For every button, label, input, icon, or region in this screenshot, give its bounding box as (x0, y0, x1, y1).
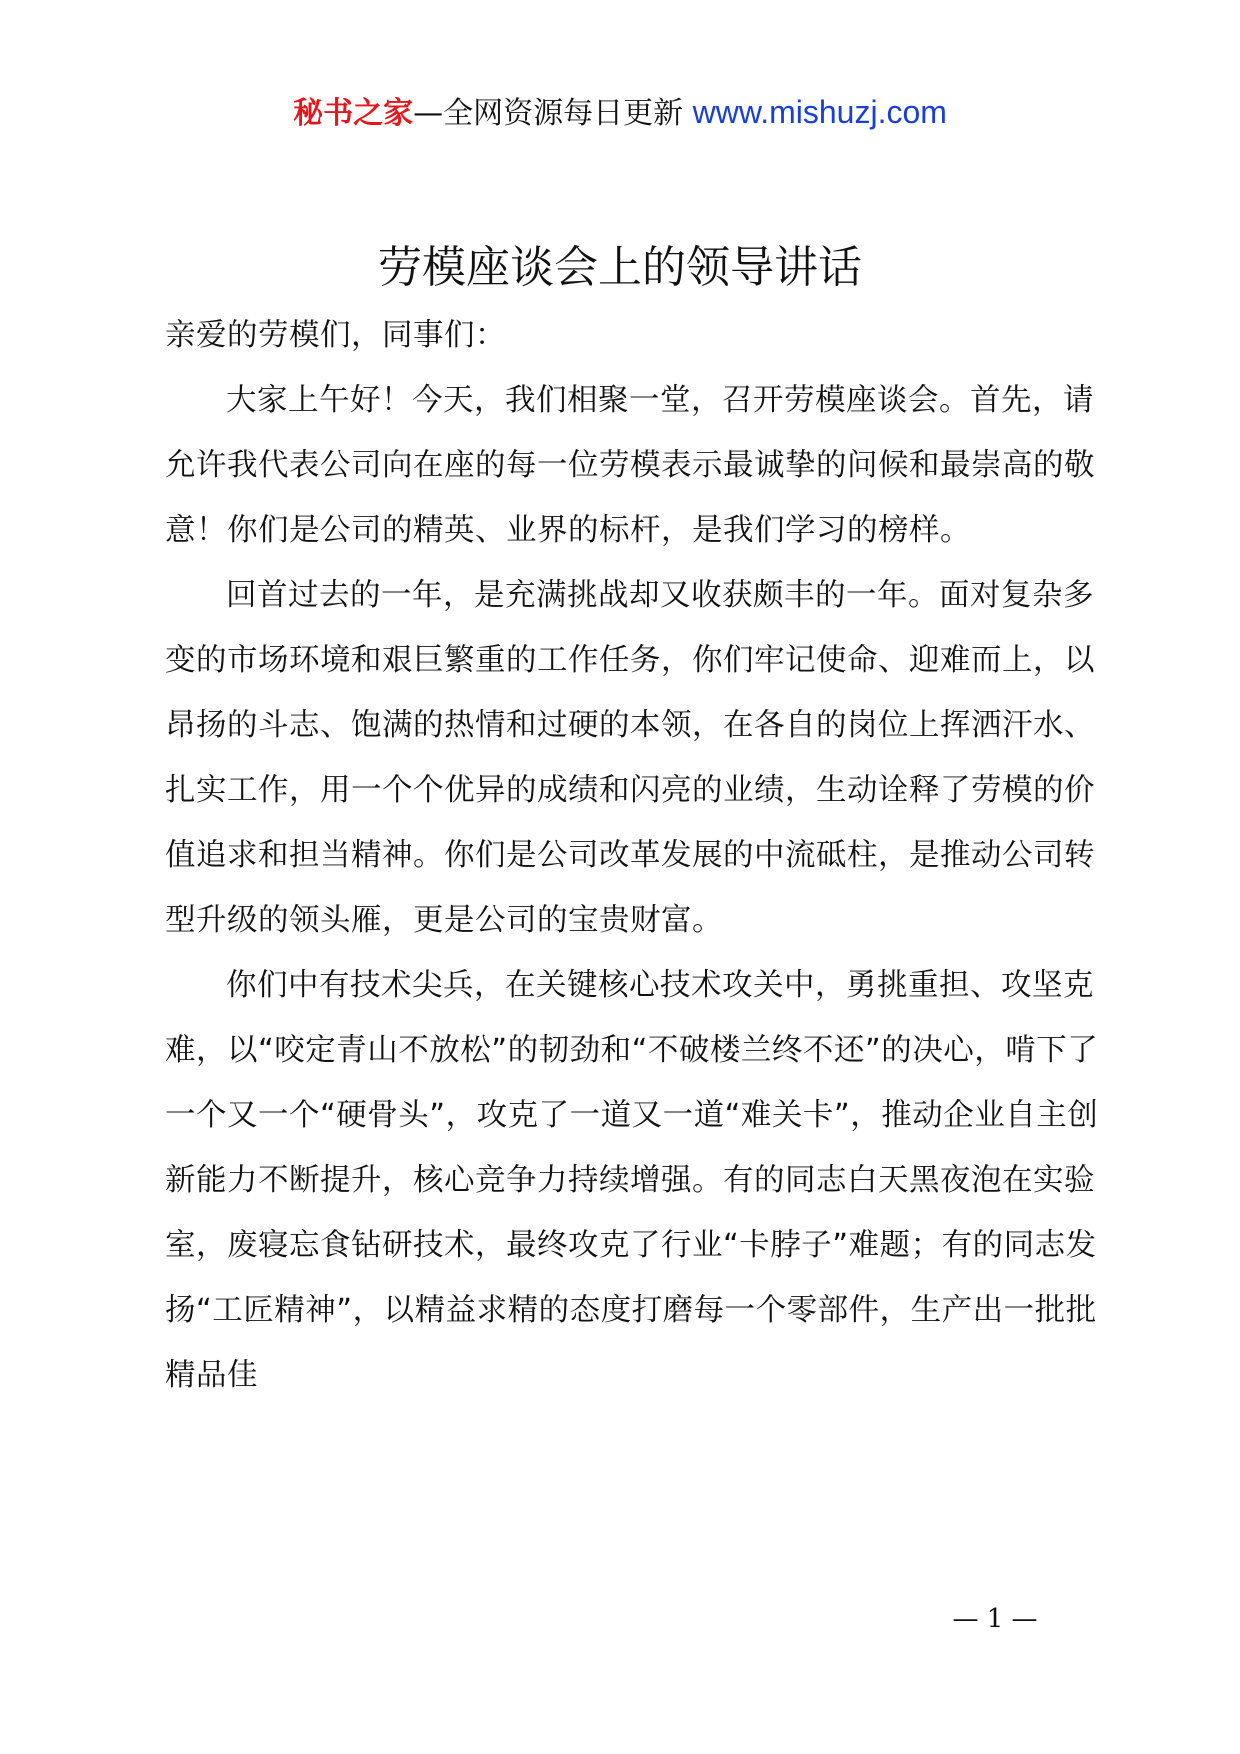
page-number: — 1 — (952, 1604, 1038, 1634)
paragraph: 回首过去的一年，是充满挑战却又收获颇丰的一年。面对复杂多变的市场环境和艰巨繁重的工作任务，你们牢记使命、迎难而上，以昂扬的斗志、饱满的热情和过硬的本领，在各自的岗位上挥洒汗水、扎实工作，用一个个优异的成绩和闪亮的业绩，生动诠释了劳模的价值追求和担当精神。你们是公司改革发展的中流砥柱，是推动公司转型升级的领头雁，更是公司的宝贵财富。 (165, 578, 1095, 938)
site-url-link[interactable]: www.mishuzj.com (692, 94, 947, 130)
site-banner (0, 92, 1240, 134)
brand-name: 秘书之家 (293, 96, 414, 131)
paragraph: 大家上午好！今天，我们相聚一堂，召开劳模座谈会。首先，请允许我代表公司向在座的每一位劳模表示最诚挚的问候和最崇高的敬意！你们是公司的精英、业界的标杆，是我们学习的榜样。 (165, 383, 1095, 548)
document-title: 劳模座谈会上的领导讲话 (378, 242, 862, 293)
paragraph: 你们中有技术尖兵，在关键核心技术攻关中，勇挑重担、攻坚克难，以“咬定青山不放松”的韧劲和“不破楼兰终不还”的决心，啃下了一个又一个“硬骨头”，攻克了一道又一道“难关卡”，推动企业自主创新能力不断提升，核心竞争力持续增强。有的同志白天黑夜泡在实验室，废寝忘食钻研技术，最终攻克了行业“卡脖子”难题；有的同志发扬“工匠精神”，以精益求精的态度打磨每一个零部件，生产出一批批精品佳 (165, 968, 1099, 1393)
salutation: 亲爱的劳模们，同事们： (165, 318, 506, 353)
banner-tagline: —全网资源每日更新 (413, 96, 693, 131)
document-body (165, 303, 1120, 1408)
